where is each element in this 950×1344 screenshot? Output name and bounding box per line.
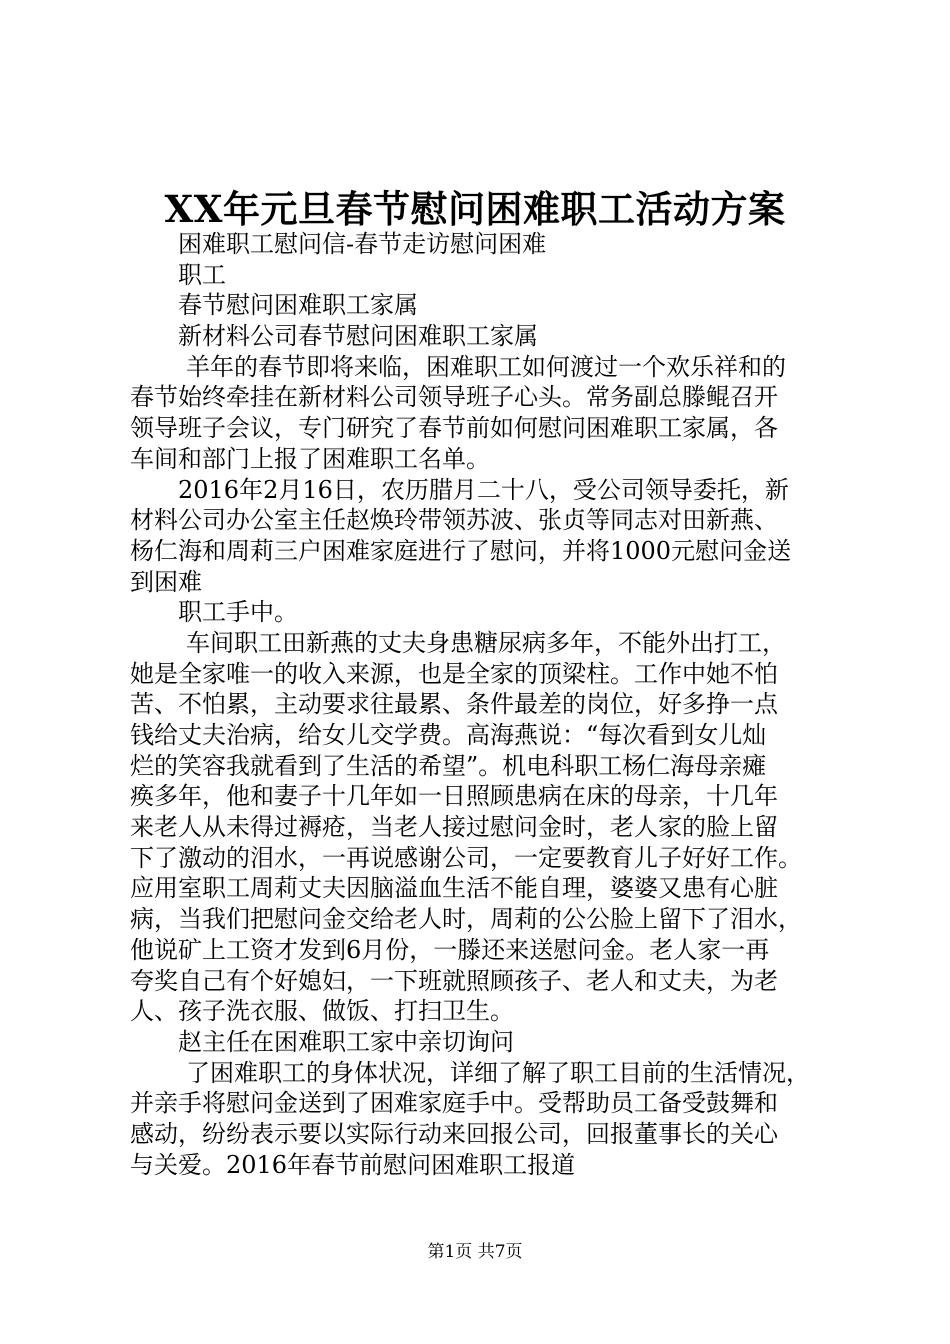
body-text-line: 病，当我们把慰问金交给老人时，周莉的公公脸上留下了泪水， <box>130 905 802 934</box>
body-text-line: 下了激动的泪水，一再说感谢公司，一定要教育儿子好好工作。 <box>130 843 802 872</box>
body-text-line: 车间职工田新燕的丈夫身患糖尿病多年，不能外出打工， <box>186 628 786 657</box>
body-text-line: 与关爱。2016年春节前慰问困难职工报道 <box>130 1150 576 1179</box>
body-text-line: 职工手中。 <box>178 598 298 627</box>
document-body <box>130 229 835 1180</box>
body-text-line: 赵主任在困难职工家中亲切询问 <box>178 1027 514 1056</box>
body-text-line: 羊年的春节即将来临，困难职工如何渡过一个欢乐祥和的 <box>186 352 786 381</box>
body-text-line: 他说矿上工资才发到6月份，一滕还来送慰问金。老人家一再 <box>130 935 770 964</box>
body-text-line: 春节慰问困难职工家属 <box>178 291 418 320</box>
body-text-line: 职工 <box>178 260 226 289</box>
body-text-line: 烂的笑容我就看到了生活的希望”。机电科职工杨仁海母亲瘫 <box>130 751 767 780</box>
body-text-line: 人、孩子洗衣服、做饭、打扫卫生。 <box>130 997 514 1026</box>
body-text-line: 领导班子会议，专门研究了春节前如何慰问困难职工家属，各 <box>130 414 778 443</box>
body-text-line: 夸奖自己有个好媳妇，一下班就照顾孩子、老人和丈夫，为老 <box>130 966 778 995</box>
body-text-line: 感动，纷纷表示要以实际行动来回报公司，回报董事长的关心 <box>130 1119 778 1148</box>
body-text-line: 钱给丈夫治病，给女儿交学费。高海燕说：“每次看到女儿灿 <box>130 721 767 749</box>
body-text-line: 困难职工慰问信-春节走访慰问困难 <box>178 230 547 258</box>
body-text-line: 2016年2月16日，农历腊月二十八，受公司领导委托，新 <box>178 475 789 504</box>
body-text-line: 来老人从未得过褥疮，当老人接过慰问金时，老人家的脸上留 <box>130 813 778 842</box>
document-title: XX年元旦春节慰问困难职工活动方案 <box>164 187 786 231</box>
body-text-line: 她是全家唯一的收入来源，也是全家的顶梁柱。工作中她不怕 <box>130 659 778 688</box>
body-text-line: 苦、不怕累，主动要求往最累、条件最差的岗位，好多挣一点 <box>130 690 778 719</box>
body-text-line: 春节始终牵挂在新材料公司领导班子心头。常务副总滕鲲召开 <box>130 383 778 412</box>
body-text-line: 痪多年，他和妻子十几年如一日照顾患病在床的母亲，十几年 <box>130 782 778 811</box>
body-text-line: 应用室职工周莉丈夫因脑溢血生活不能自理，婆婆又患有心脏 <box>130 874 778 903</box>
body-text-line: 材料公司办公室主任赵焕玲带领苏波、张贞等同志对田新燕、 <box>130 506 778 535</box>
body-text-line: 车间和部门上报了困难职工名单。 <box>130 444 490 473</box>
body-text-line: 了困难职工的身体状况，详细了解了职工目前的生活情况， <box>186 1058 810 1087</box>
page-footer: 第1页 共7页 <box>427 1242 523 1262</box>
body-text-line: 到困难 <box>130 567 202 596</box>
body-text-line: 新材料公司春节慰问困难职工家属 <box>178 322 538 351</box>
body-text-line: 并亲手将慰问金送到了困难家庭手中。受帮助员工备受鼓舞和 <box>130 1089 778 1118</box>
body-text-line: 杨仁海和周莉三户困难家庭进行了慰问，并将1000元慰问金送 <box>130 536 792 565</box>
